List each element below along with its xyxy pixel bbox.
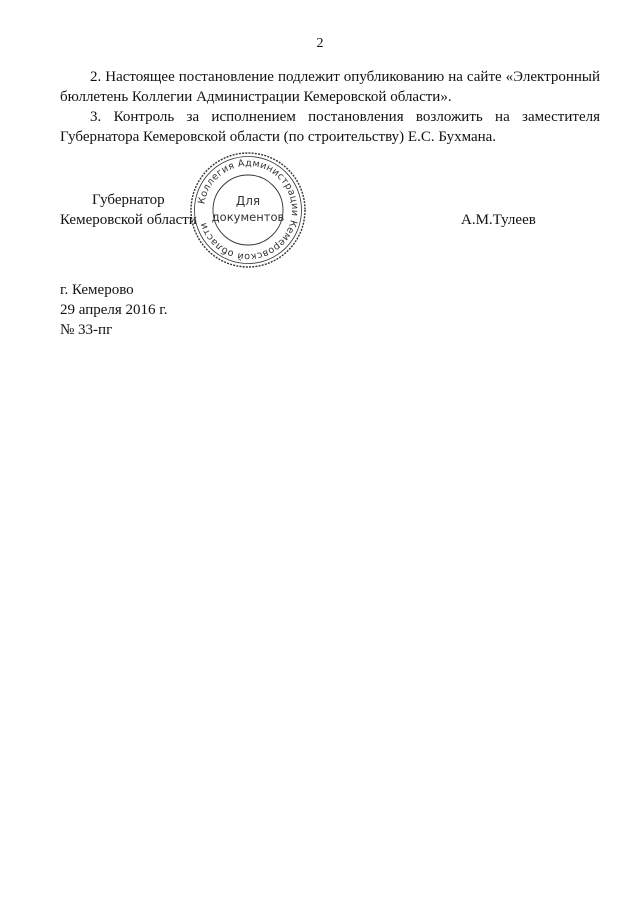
stamp-center-line2: документов <box>211 210 285 224</box>
document-number: № 33-пг <box>60 322 113 338</box>
document-body <box>60 67 600 147</box>
document-date: 29 апреля 2016 г. <box>60 302 168 318</box>
place-city: г. Кемерово <box>60 282 134 298</box>
stamp-ring-text: Коллегия Администрации Кемеровской области <box>196 157 301 263</box>
signature-name: А.М.Тулеев <box>461 212 536 228</box>
official-stamp-seal <box>188 150 308 270</box>
paragraph-control: 3. Контроль за исполнением постановления возложить на заместителя Губернатора Кемеровской области (по строительству) Е.С. Бухмана. <box>60 109 600 145</box>
stamp-center-line1: Для <box>235 194 261 208</box>
paragraph-publication: 2. Настоящее постановление подлежит опубликованию на сайте «Электронный бюллетень Коллегии Администрации Кемеровской области». <box>60 69 600 105</box>
page-number: 2 <box>316 36 324 51</box>
signature-title: Губернатор <box>92 192 165 208</box>
signature-region: Кемеровской области <box>60 212 197 228</box>
place-date-block <box>60 280 168 340</box>
